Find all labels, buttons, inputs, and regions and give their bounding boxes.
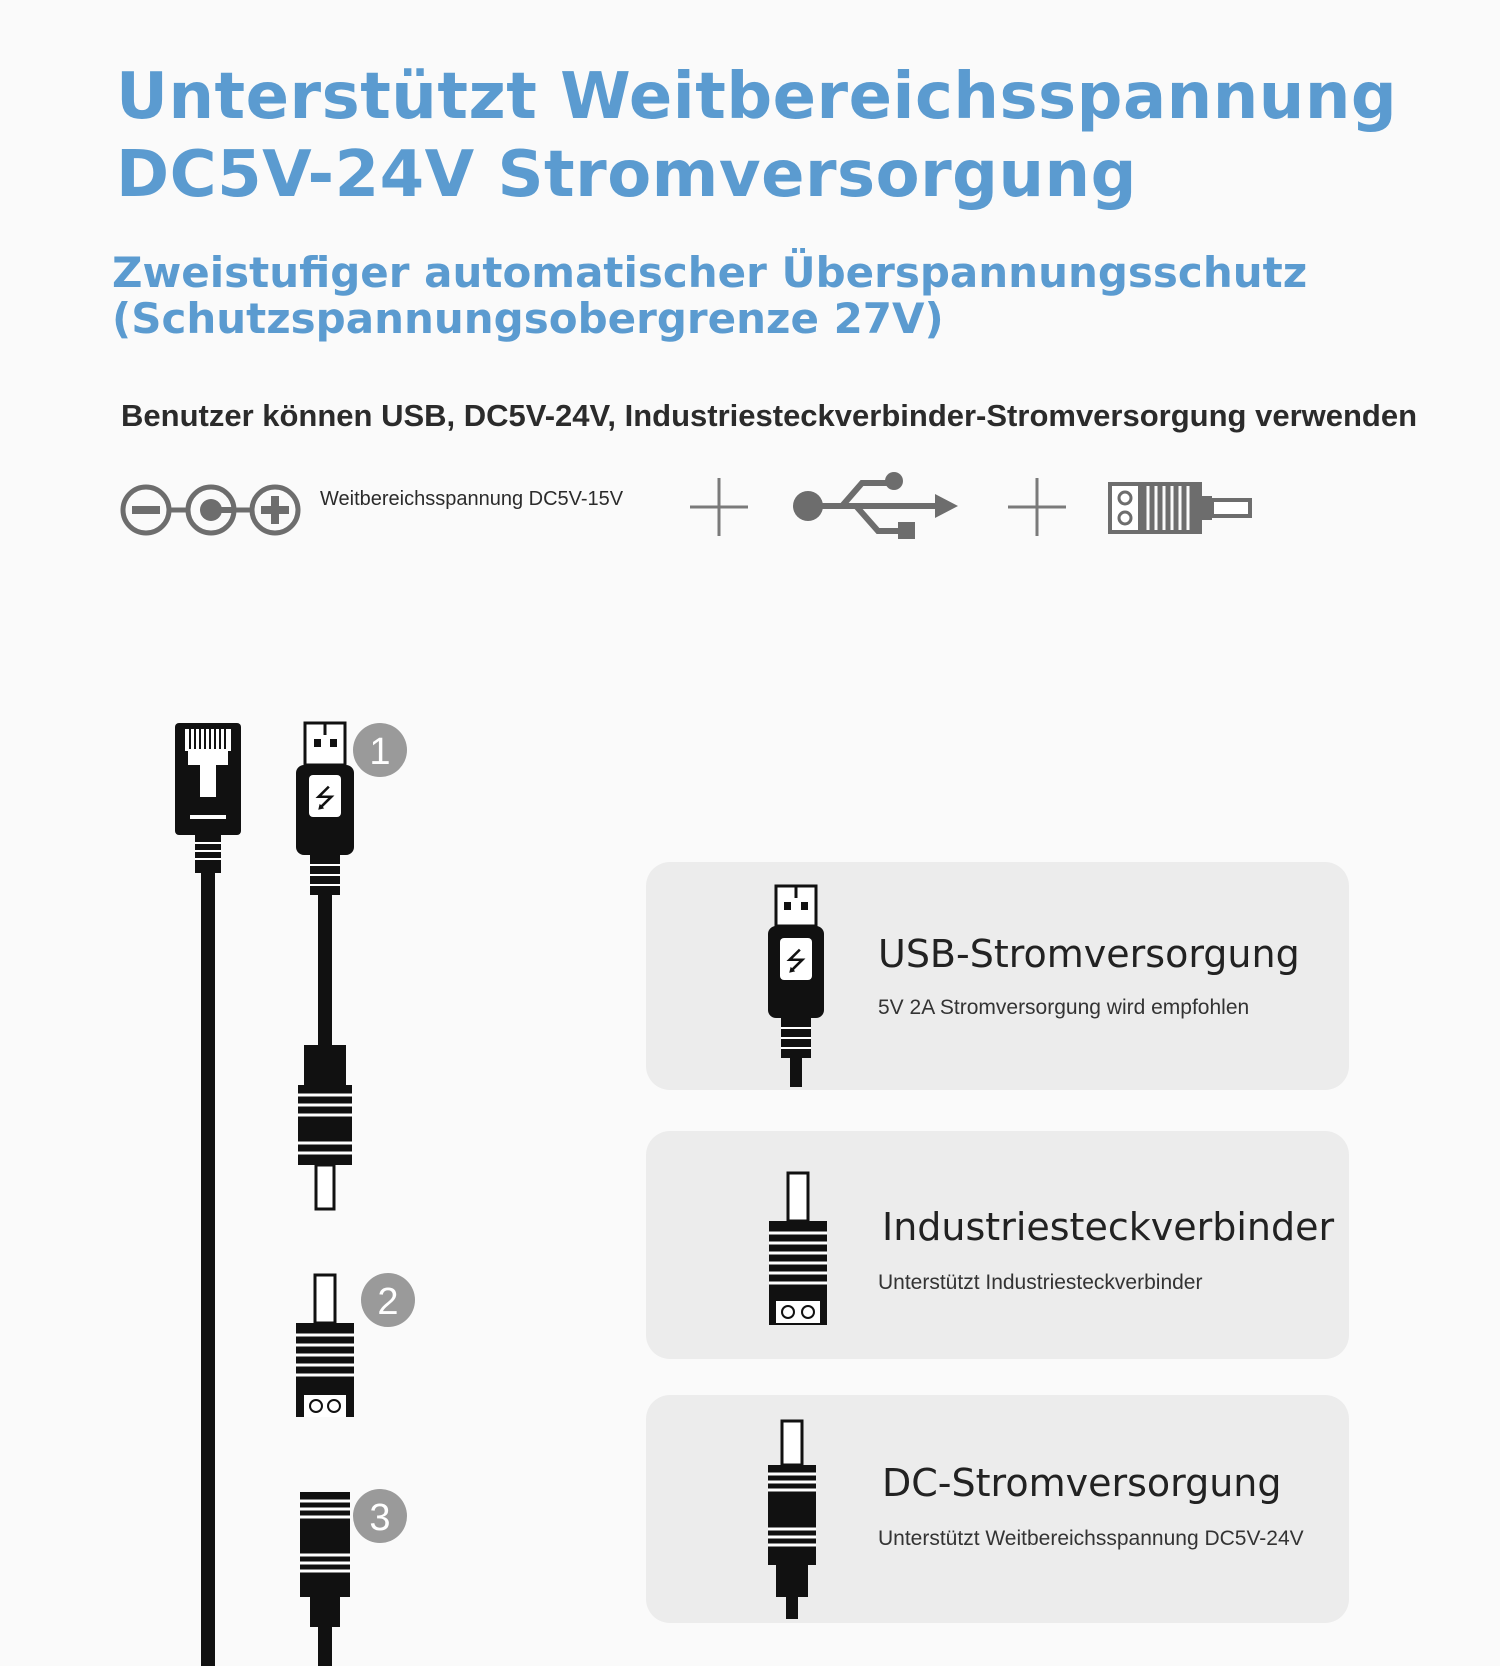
number-badge-1: [352, 722, 408, 778]
title-line-2: DC5V-24V Stromversorgung: [116, 138, 1137, 212]
rj45-connector-icon: [175, 723, 241, 1666]
plus-icon: [688, 476, 750, 538]
usb-plug-icon: [296, 723, 354, 1209]
plus-icon: [1006, 476, 1068, 538]
card-description: 5V 2A Stromversorgung wird empfohlen: [878, 996, 1250, 1019]
terminal-plug-icon: [766, 1171, 830, 1331]
card-dc-power: [646, 1395, 1349, 1623]
title-line-1: Unterstützt Weitbereichsspannung: [116, 60, 1398, 134]
card-title: DC-Stromversorgung: [882, 1461, 1282, 1505]
svg-text:⭍: ⭍: [314, 784, 336, 814]
svg-text:⭍: ⭍: [785, 947, 807, 977]
page-subtitle: [112, 250, 1307, 342]
terminal-plug-icon: [296, 1275, 354, 1417]
usage-text: Benutzer können USB, DC5V-24V, Industriesteckverbinder-Stromversorgung verwenden: [121, 398, 1418, 433]
number-badge-2: [360, 1272, 416, 1328]
dc-plug-icon: [764, 1419, 820, 1619]
card-usb-power: [646, 862, 1349, 1090]
number-badge-3: [352, 1488, 408, 1544]
terminal-connector-icon: [1108, 478, 1253, 538]
card-description: Unterstützt Industriesteckverbinder: [878, 1271, 1203, 1294]
subtitle-line-2: (Schutzspannungsobergrenze 27V): [112, 294, 944, 343]
svg-text:1: 1: [369, 731, 391, 773]
usb-icon: [790, 466, 960, 546]
subtitle-line-1: Zweistufiger automatischer Überspannungsschutz: [112, 248, 1308, 297]
dc-plug-icon: [300, 1492, 350, 1666]
card-title: Industriesteckverbinder: [882, 1205, 1335, 1249]
dc-polarity-icon: [118, 480, 303, 540]
usb-plug-icon: [766, 882, 826, 1087]
svg-text:2: 2: [377, 1281, 399, 1323]
svg-text:3: 3: [369, 1497, 391, 1539]
card-title: USB-Stromversorgung: [878, 932, 1300, 976]
card-industrial-connector: [646, 1131, 1349, 1359]
range-label: Weitbereichsspannung DC5V-15V: [320, 488, 624, 510]
page-title: [116, 58, 1397, 214]
card-description: Unterstützt Weitbereichsspannung DC5V-24V: [878, 1527, 1304, 1550]
